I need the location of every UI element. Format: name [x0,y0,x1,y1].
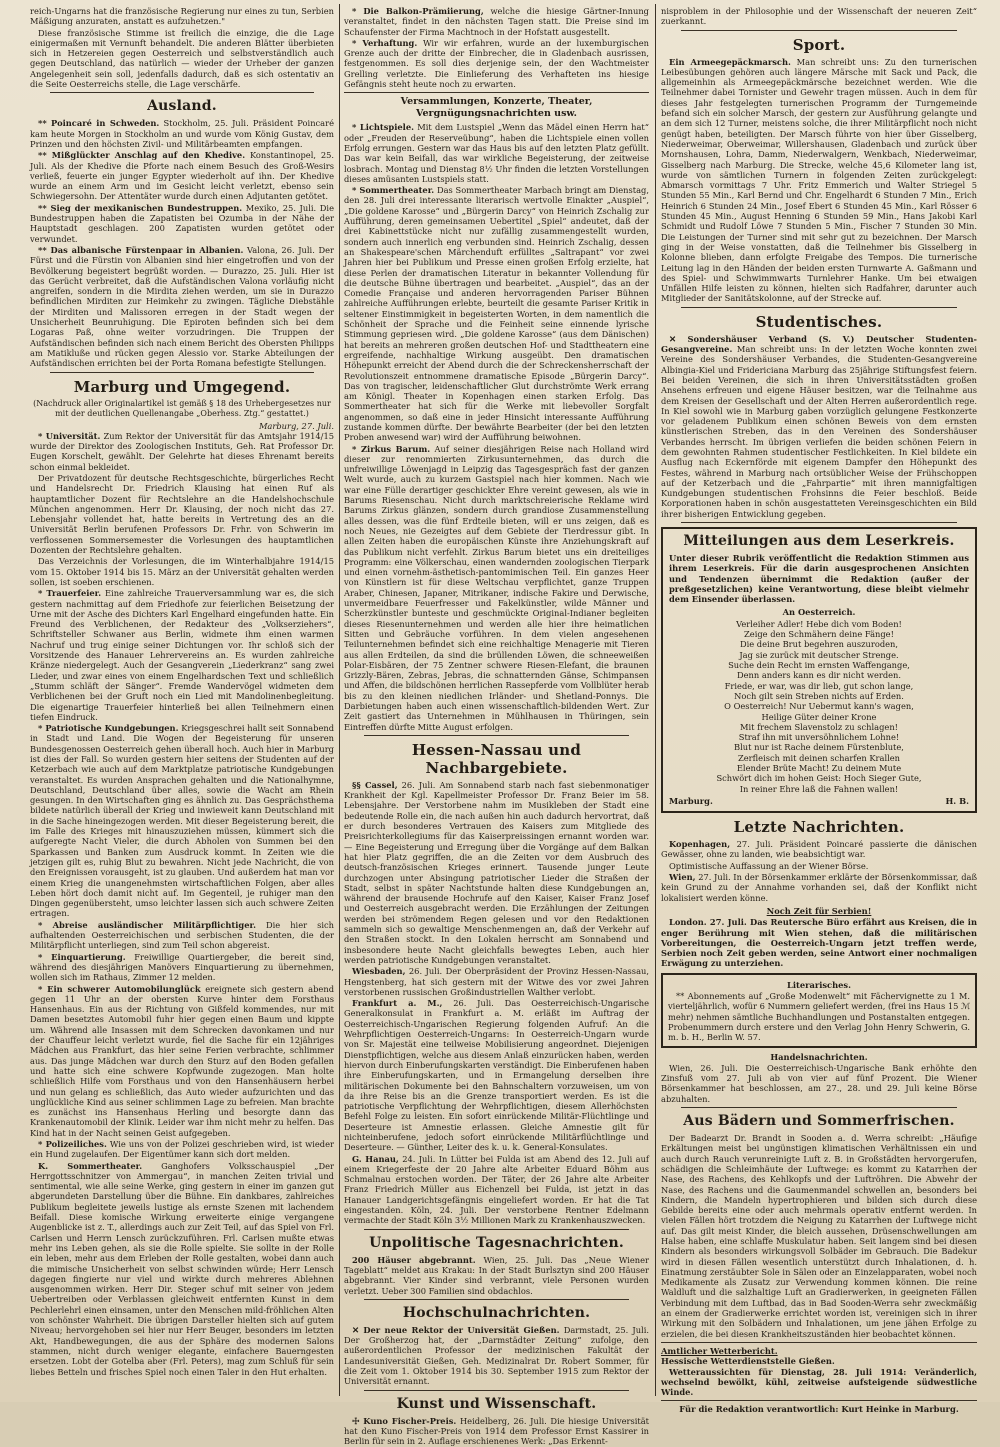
column-rule [655,4,656,1396]
article-paragraph [30,118,334,149]
section-divider [344,92,649,93]
article-text: 27. Juli. In der Börsenkammer erklärte der Börsenkommissar, daß kein Grund zu der Annahme vorhanden sei, daß der Konflikt nicht lokalisiert werden könne. [661,872,977,903]
article-text: ereignete sich gestern abend gegen 11 Uhr an der obersten Kurve hinter dem Forsthaus Hansenhaus. Ein aus der Richtung von Gißfeld kommendes, nur mit Damen besetztes Automobil fuhr hier gegen einen Baum und kippte um. Während alle Insassen mit dem Schrecken davonkamen und nur der Chauffeur leicht verletzt wurde, fiel die Sache für ein 12jähriges Mädchen aus Frankfurt, das hier seine Ferien verbrachte, schlimmer aus. Das junge Mädchen war durch den Sturz auf den Boden gefallen und hatte sich eine schwere Kopfwunde zugezogen. Man holte schließlich Hilfe vom Forsthaus und von den Hansenhäusern herbei und nun gelang es schließlich, das Auto wieder aufzurichten und das unglückliche Kind aus seiner schlimmen Lage zu befreien. Man brachte es zunächst ins Hansenhaus Herling und besorgte dann das Krankenautomobil der Klinik. Leider war ihm nicht mehr zu helfen. Das Kind hat in der Nacht seinen Geist aufgegeben. [30,983,335,1138]
poem-line: Denn anders kann es dir nicht werden. [736,670,902,681]
signature-author: H. B. [945,795,969,806]
article-paragraph [30,245,334,369]
hochschul-articles [344,1325,649,1387]
article-text: Das Verzeichnis der Vorlesungen, die im Winterhalbjahre 1914/15 vom 15. Oktober 1914 bis 15. März an der Universität gehalten werden sollen, ist soeben erschienen. [30,556,334,587]
section-divider [681,307,957,308]
wetter-title: Amtlicher Wetterbericht. [661,1345,778,1356]
article-title: ✕ Sondershäuser Verband (S. V.) Deutscher Studenten-Gesangvereine. [661,333,977,355]
article-title: * Patriotische Kundgebungen. [38,723,179,734]
article-text: Freiwillige Quartiergeber, die bereit sind, während des diesjährigen Manövers Einquartierung zu übernehmen, wollen sich im Rathaus, Zimmer 12 melden. [30,951,334,983]
article-paragraph [344,1325,649,1387]
article-text: Mexiko, 25. Juli. Die Bundestruppen haben die Zapatisten bei Ozumba in der Nähe der Hauptstadt geschlagen. 200 Zapatisten wurden getötet oder verwundet. [30,202,334,244]
article-text: Man schreibt uns: Zu den turnerischen Leibesübungen gehören auch längere Märsche mit Sack und Pack, die allgemeinhin als Armeegepäckmärsche bezeichnet werden. Wie die Teilnehmer dabei Tornister und Gewehr tragen müssen. Auch in dem für dieses Jahr festgelegten turnerischen Programm der Turngemeinde befand sich ein solcher Marsch, der gestern zur Ausführung gelangte und an dem sich 12 Turner, meistens solche, die ihrer Militärpflicht noch nicht genügt haben, beteiligten. Der Marsch führte von hier über Gisselberg, Niederweimar, Oberweimar, Willershausen, Gladenbach und zurück über Mornshausen, Lohra, Damm, Niederwalgern, Wenkbach, Niederweimar, Gisselberg nach Marburg. Die Strecke, welche 45,6 Kilometer lang ist, wurde von sämtlichen Turnern in folgenden Zeiten zurückgelegt: Abmarsch vormittags 7 Uhr. Fritz Emmerich und Walter Striegel 5 Stunden 55 Min., Karl Bernd und Chr. Engelhardt 6 Stunden 7 Min., Erich Heinrich 6 Stunden 24 Min., Josef Ebert 6 Stunden 45 Min., Karl Rösser 6 Stunden 45 Min., August Henning 6 Stunden 59 Min., Hans Jakobi Karl Schmidt und Rudolf Löwe 7 Stunden 5 Min., Fischer 7 Stunden 30 Min. Die Leistungen der Turner sind mit sehr gut zu bezeichnen. Der Marsch ging in der Weise vonstatten, daß die Teilnehmer bis Gisselberg in Kolonne blieben, dann erfolgte Freigabe des Tempos. Die turnerische Leitung lag in den Händen der beiden ersten Turnwarte A. Gaßmann und des Spiel- und Schwimmwarts Turnlehrer Hanke. Um bei etwaigen Unfällen Hilfe leisten zu können, hielten sich Radfahrer, darunter auch Mitglieder der Sanitätskolonne, auf der Strecke auf. [661,56,978,304]
serbien-subheading: Noch Zeit für Serbien! [766,905,872,916]
wetter-subtitle: Hessische Wetterdienststelle Gießen. [661,1356,835,1367]
poem-line: Heilige Güter deiner Krone [761,711,877,722]
article-title: Wiesbaden, [352,966,406,977]
article-title: * Zirkus Barum. [352,443,431,454]
unpolitische-articles [344,1255,649,1296]
section-heading-sport: Sport. [792,35,846,54]
literarisches-text: ** Abonnements auf „Große Modenwelt“ mit Fächervignette zu 1 M. vierteljährlich, wofür 6 Nummern geliefert werden, (frei ins Haus 15 ℳ mehr) nehmen sämtliche Buchhandlungen und Postanstalten entgegen. Probenummern durch erstere und den Verlag John Henry Schwerin, G. m. b. H., Berlin W. 57. [668,991,970,1043]
section-divider [661,1400,977,1401]
article-paragraph [344,122,649,184]
column-rule [339,4,340,1396]
article-text: Mit dem Lustspiel „Wenn das Mädel einen Herrn hat“ oder „Freuden der Reserveübung“, haben die Lichtspiele einen vollen Erfolg errungen. Gestern war das Haus bis auf den letzten Platz gefüllt. Das war kein Beifall, das war wirkliche Begeisterung, der zeitweise losbrach. Montag und Dienstag 8½ Uhr finden die letzten Vorstellungen dieses amüsanten Lustspiels statt. [344,122,650,184]
poem-title: An Oesterreich. [782,606,856,617]
article-paragraph [30,1161,334,1377]
article-title: * Polizeiliches. [38,1138,107,1149]
section-divider [661,1342,977,1343]
poem-line: Noch gilt sein Streben nichts auf Erden. [734,690,904,701]
article-title: ** Poincaré in Schweden. [38,118,160,129]
poem-line: Die deine Brut begehren auszuroden, [739,639,899,650]
article-text: Wir wir erfahren, wurde an der luxemburgischen Grenze auch der dritte der Einbrecher, die in Gladenbach ausrissen, festgenommen. Es soll dies derjenige sein, der den Wachtmeister Grelling verletzte. Die Einlieferung des Verhafteten ins hiesige Gefängnis steht heute noch zu erwarten. [344,37,649,90]
article-title: ** Sieg der mexikanischen Bundestruppen. [38,202,243,213]
section-heading-hessen: Hessen-Nassau und Nachbargebiete. [411,740,582,777]
article-title: ** Mißglückter Anschlag auf den Khedive. [38,150,246,161]
article-text: Optimistische Auffassung an der Wiener Börse. [669,860,869,871]
article-title: Ein Armeegepäckmarsch. [669,56,791,67]
article-paragraph [661,839,977,860]
article-paragraph [30,723,334,919]
article-title: ** Das albanische Fürstenpaar in Albanien. [38,244,244,255]
leserkreis-disclaimer: Unter dieser Rubrik veröffentlicht die Redaktion Stimmen aus ihrem Leserkreis. Für die darin ausgesprochenen Ansichten und Tendenzen übernimmt die Redaktion (außer der preßgesetzlichen) keine Verantwortung, diese bleibt vielmehr dem Einsender überlassen. [669,553,969,605]
article-text: 26. Juli. Der Oberpräsident der Provinz Hessen-Nassau, Hengstenberg, hat sich gestern mit der Witwe des vor zwei Jahren verstorbenen russischen Großindustriellen Walther verlobt. [344,966,649,997]
section-divider [681,1107,957,1108]
poem-line: In reiner Ehre laß die Fahnen wallen! [739,783,899,794]
section-heading-handel: Handelsnachrichten. [770,1051,868,1062]
marburg-articles [30,431,334,1377]
reprint-note: (Nachdruck aller Originalartikel ist gemäß § 18 des Urhebergesetzes nur mit der deutlichen Quellenangabe „Oberhess. Ztg.“ gestattet.) [33,398,331,418]
article-title: * Sommertheater. [352,185,435,196]
article-text: Auf seiner diesjährigen Reise nach Holland wird dieser zur renommierten Zirkusunternehmen, das durch die unfreiwillige Löwenjagd in Leipzig das Tagesgespräch fast der ganzen Welt wurde, auch zu kurzem Gastspiel nach hier kommen. Nach wie war eine Fülle derartiger geschickter Ehre vereint gewesen, als wie in Barums Riesenschau. Nicht durch marktschreierische Reklame wird Barums Zirkus glänzen, sondern durch grandiose Zusammenstellung alles dessen, was die fünf Erdteile bieten, will er uns zeigen, daß es noch Neues, nie Gezeigtes auf dem Gebiete der Tierdressur gibt. In allen Zeiten haben die europäischen Künste ihre Anziehungskraft auf das Publikum nicht verfehlt. Zirkus Barum bietet uns ein dreiteiliges Programm: eine Völkerschau, einen wandernden zoologischen Tierpark und einen vornehm-ästhetisch-pantomimischen Teil. Ein ganzes Heer von Künstlern ist für diese Weltschau verpflichtet, ganze Truppen Araber, Chinesen, Japaner, Mitrikaner, indische Fakire und Derwische, unvermeidbare Feuerfresser und Fakelkünstler, wilde Männer und Scherzkünstler bunteste und geschmückte Original-Indianer begleiten dieses Riesenunternehmen und werden alle hier ihre heimatlichen Sitten und Gebräuche vorführen. In dem vielen angesehenen Teilunternehmen befindet sich eine reichhaltige Menagerie mit Tieren aus allen Erdteilen, da sind die brüllenden Löwen, die schneeweißen Polar-Eisbären, der 75 Zentner schwere Riesen-Elefant, die braunen Grizzly-Bären, Zebras, Jebras, die schnatternden Gänse, Schimpansen und Affen, die bildschönen herrlichen Rassepferde vom Vollblüter herab bis zu den kleinen niedlichen Irländer- und Shetland-Ponnys. Die Darbietungen haben auch einen wissenschaftlich-bildenden Wert. Zur Zeit gastiert das Unternehmen in Mühlhausen in Thüringen, sein Eintreffen dürfte Mitte August erfolgen. [344,443,650,732]
section-heading-versammlungen: Versammlungen, Konzerte, Theater, Vergnügungsnachrichten usw. [400,96,593,120]
column-left [30,6,334,1396]
article-paragraph [30,588,334,722]
section-divider [364,735,629,736]
article-paragraph [344,6,649,37]
section-divider [681,522,957,523]
dateline: Marburg, 27. Juli. [258,420,334,431]
letzte-articles [661,839,977,903]
editor-line: Für die Redaktion verantwortlich: Kurt Heinke in Marburg. [679,1404,959,1415]
article-text: welche die hiesige Gärtner-Innung veranstaltet, findet in den nächsten Tagen statt. Die Preise sind im Schaufenster der Firma Machtnoch in der Hofstatt ausgestellt. [344,6,649,37]
article-text: Kriegsgeschrei hallt seit Sonnabend in Stadt und Land. Die Wogen der Begeisterung für unseren Bundesgenossen Oesterreich gehen überall hoch. Auch hier in Marburg ist dies der Fall. So wurden gestern hier seitens der Studenten auf der Ketzerbach wie auch auf dem Marktplatze patriotische Kundgebungen veranstaltet. Es wurden Ansprachen gehalten und die Nationalhymne, Deutschland, Deutschland über alles, sowie die Wacht am Rhein gesungen. In den Wirtschaften ging es ähnlich zu. Das Gesprächsthema bildete natürlich überall der Krieg und inwieweit kann Deutschland mit in die Sache hineingezogen werden. Mit dieser Begeisterung bereit, die im Falle des Krieges mit hinauszuziehen müssen, kümmert sich die aufgeregte Nacht Vieler, die durch Abholen von Summen bei den Sparkassen und Banken zum Ausdruck kommt. In Zeiten wie die jetzigen gilt es, ruhig Blut zu bewahren. Nicht jede Nachricht, die von den Ereignissen vorausgeht, ist zu glauben. Und außerdem hat man vor einem Krieg die unangenehmsten wirtschaftlichen Folgen, aber alles Leben hört doch damit nicht auf. Im Gegenteil, je ruhiger man den Dingen gegenübersteht, umso leichter lassen sich auch schwere Zeiten ertragen. [30,723,335,919]
intro-paragraph: nisproblem in der Philosophie und der Wissenschaft der neueren Zeit“ zuerkannt. [661,6,977,27]
baeder-text: Der Badearzt Dr. Brandt in Sooden a. d. Werra schreibt: „Häufige Erkältungen meist bei ungünstigen klimatischen Verhältnissen ein und auch durch Rauch verunreinigte Luft z. B. in Großstädten hervorgerufen, schädigen die Schleimhäute der Luftwege: es kommt zu Katarrhen der Nase, des Rachens, des Kehlkopfs und der Luftröhren. Die Abwehr der Nase, des Rachens und die Gaumenmandel schwellen an, besonders bei Kindern, die Mandeln hypertrophieren und bilden sich durch diese Gebilde bereits eine oder auch mehrmals operativ entfernt werden. In vielen Fällen hört trotzdem die Neigung zu Katarrhen der Luftwege nicht auf. Das gilt meist Kinder, die bleich aussehen, Drüsenschwellungen am Halse haben, eine schlaffe Muskulatur haben. Seit langem sind bei diesen Kindern als besonders wirkungsvoll Solbäder im Gebrauch. Die Badekur wird in diesen Fällen wesentlich unterstützt durch Inhalationen, d. h. Einatmung zerstäubter Sole in Sälen oder an Einzelapparaten, wobei noch Medikamente als Zusatz zur Verwendung kommen können. Die reine Waldluft und die salzhaltige Luft an Gradierwerken, in geeigneten Fällen Verbindung mit dem Luftbad, das in Bad Sooden-Werra sehr zweckmäßig an einem der Gradierwerke errichtet worden ist, vereinigen sich in ihrer Wirkung mit den Solbädern und Inhalationen, um jene jähen Erfolge zu erzielen, die bei diesen Krankheitszuständen hier beobachtet können. [661,1133,977,1339]
poem-line: Schwört dich im hohen Geist: Hoch Sieger Gute, [716,773,922,784]
article-title: K. Sommertheater. [38,1160,143,1171]
article-paragraph [30,556,334,587]
hessen-articles [344,780,649,1226]
article-paragraph [30,473,334,555]
sport-articles [661,57,977,304]
article-text: 24. Juli. In Lütter bei Fulda ist am Abend des 12. Juli auf einem Kriegerfeste der 20 Jahre alte Arbeiter Eduard Böhm aus Schmalnau erstochen worden. Der Täter, der 26 Jahre alte Arbeiter Franz Friedrich Müller aus Eichenzell bei Fulda, ist jetzt in das Hanauer Landgerichtsgefängnis eingeliefert worden. Er hat die Tat eingestanden. Köln, 24. Juli. Der verstorbene Rentner Edelmann vermachte der Stadt Köln 3½ Millionen Mark zu Krankenhauszwecken. [344,1153,649,1226]
article-title: ☩ Kuno Fischer-Preis. [352,1415,457,1426]
article-text: Die hier sich aufhaltenden Oesterreichischen und serbischen Studenten, die der Militärpflicht unterliegen, sind zum Teil schon abgereist. [30,919,334,951]
article-title: ✕ Der neue Rektor der Universität Gießen. [352,1324,560,1335]
article-paragraph [344,998,649,1152]
poem-line: O Oesterreich! Nur Uebermut kann's wagen, [724,701,914,712]
article-text: Valona, 26. Juli. Der Fürst und die Fürstin von Albanien sind hier eingetroffen und von der Bevölkerung begeistert begrüßt worden. — Durazzo, 25. Juli. Hier ist das Gerücht verbreitet, daß die Aufständischen Valona vorläufig nicht angreifen, sondern in die Mirdita ziehen werden, um sie in Durazzo befindlichen Mirditen zur Heimkehr zu zwingen. Tägliche Diebstähle der Mirditen und Malissoren erregen in der Stadt wegen der Unsicherheit Beunruhigung. Die Epiroten befinden sich bei dem Logaras Paß, ohne weiter vorzudringen. Die Truppen der Aufständischen befinden sich nach einem Bericht des Obersten Philipps am Matikluße und rücken gegen Alessio vor. Starke Abteilungen der Aufständischen errichten bei der Porta Romana befestigte Stellungen. [30,244,334,369]
article-text: Eine zahlreiche Trauerversammlung war es, die sich gestern nachmittag auf dem Friedhofe zur feierlichen Beisetzung der Urne mit der Asche des Dichters Karl Engelhard eingefunden hatte. Ein Freund des Verblichenen, der Redakteur des „Volkserziehers“, Schriftsteller Schwaner aus Berlin, widmete ihm einen warmen Nachruf und trug einige seiner Dichtungen vor. Ihr schloß sich der Vorsitzende des Hanauer Lehrervereins an. Es wurden zahlreiche Kränze niedergelegt. Auch der Gesangverein „Liederkranz“ sang zwei Lieder, und zwar eines von einem Engelhardschen Text und schließlich „Stumm schläft der Sänger“. Fremde Wandervögel widmeten dem Verblichenen bei der Gruft noch ein Lied mit Mandolinenbegleitung. Die eigenartige Trauerfeier hinterließ bei allen Teilnehmern einen tiefen Eindruck. [30,588,334,722]
article-text: Heidelberg, 26. Juli. Die hiesige Universität hat den Kuno Fischer-Preis von 1914 dem Professor Ernst Kassirer in Berlin für sein in 2. Auflage erschienenes Werk: „Das Erkennt- [344,1415,649,1447]
section-heading-baeder: Aus Bädern und Sommerfrischen. [683,1113,955,1130]
poem-line: Elender Brüte Macht! Zu deinem Mute [736,763,902,773]
article-text: Man schreibt uns: In der letzten Woche konnten zwei Vereine des Sondershäuser Verbandes, die Studenten-Gesangvereine Albingia-Kiel und Fridericiana Marburg das 25jährige Stiftungsfest feiern. Bei beiden Vereinen, die sich in ihren Universitätsstädten großen Ansehens erfreuen und eigene Häuser besitzen, war die Teilnahme aus dem Kreisen der Gesellschaft und der Alten Herren außerordentlich rege. In Kiel sowohl wie in Marburg gaben vorzüglich gelungene Festkonzerte vor geladenem Publikum einen schönen Beweis von dem ernsten künstlerischen Streben, das in den Vereinen des Sondershäuser Verbandes herrscht. Im übrigen verliefen die beiden schönen Feiern in dem gewohnten Rahmen studentischer Festlichkeiten. In Kiel bildete ein Ausflug nach Eckernförde mit eigenem Dampfer den Höhepunkt des Festes, während in Marburg nach ortsüblicher Weise der Frühschoppen auf der Ketzerbach und die „Fahrpartie“ mit ihren mannigfaltigen Kundgebungen studentischen Frohsinns die Feier beschloß. Beide Korporationen haben in schön ausgestatteten Vereinsgeschichten ein Bild ihrer bisherigen Entwicklung gegeben. [661,344,977,519]
poem-line: Zerfleisch mit deinen scharfen Krallen [737,752,901,763]
article-paragraph [661,861,977,871]
kunst-articles [344,1416,649,1447]
article-paragraph [661,334,977,519]
section-divider [364,1299,629,1300]
leserkreis-box [661,527,977,813]
article-text: 27. Juli. Präsident Poincaré passierte die dänischen Gewässer, ohne zu landen, wie beabsichtigt war. [661,839,977,860]
article-title: * Einquartierung. [38,951,126,962]
article-text: Ganghofers Volksschauspiel „Der Herrgottsschnitzer von Ammergau“, in manchen Zeiten trivial und sentimental, wie alle seine Werke, ging gestern in einer im ganzen gut abgerundeten Darstellung über die Bühne. Ein dankbares, zahlreiches Publikum begleitete jeweils lustige als ernste Szenen mit lachendem Beifall. Diese komische Wirkung erweiterte einige vergangene Augenblicke ist z. T., allerdings auch zur Zeit Teil, auf das Spiel von Frl. Carlsen und Herrn Lensch zurückzuführen. Frl. Carlsen mußte etwas mehr ins Leben gehen, als sie die Rolle spielte. Sie sollte in der Rolle ein leben, mehr aus dem Erleben der Rolle gestalten, wobei dann auch die mimische Unsicherheit von selbst schwinden würde; Herr Lensch dagegen fingierte nur viel und wirkte durch mehreres Ablehnen ausgenommen wirken. Herr Dir. Steger schuf mit seiner von jedem Uebertreiben oder Verblassen gleichweit entfernten Kunst in dem Pechlerlehrl einen einsamen, unter den Menschen mild-fröhlichen Alten von schönster Wahrheit. Die übrigen Darsteller hielten sich auf gutem Niveau; hervorgehoben sei hier nur Herr Beuger, besonders im letzten Akt, Handbewegungen, die aus der Sphäre des modernen Salons stammen, nicht durch weniger elegante, einfachere Bauerngesten ersetzen. Lobt der Gotelba aber (Frl. Peters), mag zum Schluß für sein liebes Betteln und frisches Spiel noch einen Taler in den Hut erhalten. [30,1160,334,1377]
article-paragraph [30,431,334,472]
section-divider [681,30,957,31]
article-title: * Abreise ausländischer Militärpflichtiger. [38,919,256,930]
intro-paragraph: reich-Ungarns hat die französische Regierung nur eines zu tun, Serbien Mäßigung anzuraten, anstatt es aufzuhetzen." [30,6,334,27]
article-paragraph [661,872,977,903]
article-title: * Lichtspiele. [352,122,414,133]
article-text: 26. Juli. Das Oesterreichisch-Ungarische Generalkonsulat in Frankfurt a. M. erläßt im Auftrag der Oesterreichisch-Ungarischen Regierung folgenden Aufruf: An die Wehrpflichtigen Oesterreich-Ungarns: In Oesterreich-Ungarn wurde von Sr. Majestät eine teilweise Mobilisierung angeordnet. Diejenigen Dienstpflichtigen, welche aus diesem Anlaß einzurücken haben, werden hiervon durch Einberufungskarten verständigt. Die Einberufenen haben ihre Einberufungskarten, und in Ermangelung derselben ihre militärischen Dokumente bei den Bahnschaltern vorzuweisen, um von da ihre Reise bis an die Grenze transportiert werden. Es ist die patriotische Verpflichtung der Wehrpflichtigen, diesem Allerhöchsten Befehl Folge zu leisten. Ein sofort einrückende Militär-Flüchtlinge und Deserteure ist Amnestie erlassen. Gleiche Amnestie gilt für nichteinberufene, jedoch sofort einrückende Militärflüchtlinge und Deserteure. — Günther, Leiter des k. u. k. General-Konsulates. [344,998,649,1153]
article-paragraph [30,984,334,1138]
article-title: Kopenhagen, [669,839,731,850]
studentisches-articles [661,334,977,519]
section-heading-letzte: Letzte Nachrichten. [733,818,905,837]
section-heading-unpolitische: Unpolitische Tagesnachrichten. [369,1234,624,1251]
article-paragraph [344,38,649,89]
local-news-continued [344,6,649,89]
article-text: Darmstadt, 25. Juli. Der Großherzog hat, der „Darmstädter Zeitung“ zufolge, den außerordentlichen Professor der medizinischen Fakultät der Landesuniversität Gießen, Geh. Medizinalrat Dr. Robert Sommer, für die Zeit vom 1. Oktober 1914 bis 30. September 1915 zum Rektor der Universität ernannt. [344,1324,649,1387]
poem-line: Jag sie zurück mit deutscher Strenge. [739,649,899,660]
article-paragraph [30,203,334,244]
section-divider [364,1390,629,1391]
section-heading-marburg: Marburg und Umgegend. [73,377,291,396]
article-paragraph [344,1154,649,1226]
wetter-text: Wetteraussichten für Dienstag, 28. Juli 1914: Veränderlich, wechselnd bewölkt, kühl, zeitweise aufsteigende südwestliche Winde. [661,1366,977,1398]
article-text: Wien, 25. Juli. Das „Neue Wiener Tageblatt“ meldet aus Krakau: In der Stadt Burlsztyn sind 200 Häuser abgebrannt. Vier Kinder sind verbrannt, viele Personen wurden verletzt. Ueber 300 Familien sind obdachlos. [344,1254,650,1296]
article-title: G. Hanau, [352,1153,399,1164]
poem-line: Mit frechem Slavenstolz zu schlagen! [739,721,899,732]
article-title: 200 Häuser abgebrannt. [352,1254,476,1265]
article-title: * Die Balkon-Prämiierung, [352,6,484,16]
poem-signature [669,796,969,806]
article-title: §§ Cassel, [352,779,398,790]
article-text: Zum Rektor der Universität für das Amtsjahr 1914/15 wurde der Direktor des Zoologischen Instituts, Geh. Rat Professor Dr. Eugen Korschelt, gewählt. Der Gelehrte hat dieses Ehrenamt bereits schon einmal bekleidet. [30,430,334,472]
section-heading-ausland: Ausland. [147,98,217,115]
poem-line: Verleiher Adler! Hebe dich vom Boden! [736,618,902,629]
article-title: Wien, [669,872,696,883]
article-paragraph [344,444,649,732]
article-title: * Trauerfeier. [38,588,102,599]
article-paragraph [344,185,649,442]
article-text: Der Privatdozent für deutsche Rechtsgeschichte, bürgerliches Recht und Handelsrecht Dr. Friedrich Klausing hat einen Ruf als hauptamtlicher Dozent für Rechtslehre an die Handelshochschule München angenommen. Herr Dr. Klausing, der noch nicht das 27. Lebensjahr vollendet hat, hatte bereits in Vertretung des an die Universität Berlin berufenen Professors Dr. Frhr. von Schwerin im verflossenen Sommersemester die Vorlesungen des hauptamtlichen Dozenten der Rechtslehre gehalten. [30,472,334,556]
poem-line: Suche dein Recht im ernsten Waffengange, [728,660,910,671]
section-heading-hochschul: Hochschulnachrichten. [402,1304,591,1321]
poem-lines [669,619,969,794]
article-title: * Universität. [38,430,101,441]
literarisches-box [661,973,977,1048]
article-paragraph [344,966,649,997]
london-report: London. 27. Juli. Das Reutersche Büro erfährt aus Kreisen, die in enger Berührung mit Wien stehen, daß die militärischen Vorbereitungen, die Oesterreich-Ungarn jetzt treffen werde, Serbien noch Zeit geben werden, seine Antwort einer nochmaligen Erwägung zu unterziehen. [661,917,977,969]
article-paragraph [344,1255,649,1296]
article-paragraph [661,57,977,304]
article-text: Wie uns von der Polizei geschrieben wird, ist wieder ein Hund zugelaufen. Der Eigentümer kann sich dort melden. [30,1138,334,1160]
article-text: Konstantinopel, 25. Juli. Als der Khedive die Pforte nach einem Besuch des Groß-Wesirs verließ, feuerte ein junger Egypter wiederholt auf ihn. Der Khedive wurde an einem Arm und im Gesicht leicht verletzt, ebenso sein Schwiegersohn. Der Attentäter wurde durch einen Adjutanten getötet. [30,150,335,202]
versammlungen-articles [344,122,649,732]
section-heading-leserkreis: Mitteilungen aus dem Leserkreis. [683,533,955,550]
poem-line: Blut nur ist Rache deinem Fürstenblute, [734,742,904,753]
article-title: * Ein schwerer Automobilunglück [38,983,201,994]
article-paragraph [30,920,334,951]
section-divider [50,92,314,93]
section-divider [364,1229,629,1230]
article-text: Stockholm, 25. Juli. Präsident Poincaré kam heute Morgen in Stockholm an und wurde vom König Gustav, dem Prinzen und den höchsten Zivil- und Militärbeamten empfangen. [30,118,335,149]
article-title: Frankfurt a. M., [352,998,443,1009]
intro-paragraph: Diese französische Stimme ist freilich die einzige, die die Lage einigermaßen mit Vernunft behandelt. Die anderen Blätter überbieten sich in Hetzereien gegen Oesterreich und selbstverständlich auch gegen Deutschland, das natürlich — wieder der Urheber der ganzen Angelegenheit sein soll, jedenfalls dadurch, daß es sich ostentativ an die Seite Oesterreichs stelle, die Lage verschärfe. [30,27,334,90]
section-divider [50,372,314,373]
article-text: Das Sommertheater Marbach bringt am Dienstag, den 28. Juli drei interessante literarisch wertvolle Einakter „Auspiel“, „Die goldene Karosse“ und „Bürgerin Darcy“ von Heinrich Zschalig zur Aufführung, deren gemeinsamen Uebertitel „Spiel“ andeutet, daß der drei Kabinettstücke nicht nur zufällig zusammengestellt wurden, sondern auch innerlich eng verbunden sind. Heinrich Zschalig, dessen an Shakespeare'schen Märchenduft erfülltes „Saltrapant“ vor zwei Jahren hier bei Publikum und Presse einen großen Erfolg erzielte, hat diese Perlen der dramatischen Literatur in bekannter Vollendung für die deutsche Bühne übertragen und bearbeitet. „Auspiel“, das an der Comedie Française und anderen hervorragenden Pariser Bühnen zahlreiche Aufführungen erlebte, beurteilt die gesamte Pariser Kritik in seltener Einstimmigkeit in begeisterten Worten, in dem namentlich die Schönheit der Sprache und die Feinheit seine einnende lyrische Stimmung gepriesen wird. „Die goldene Karosse“ (aus dem Dänischen) hat bereits an mehreren großen deutschen Hof- und Stadttheatern eine ergreifende, nachhaltige Wirkung ausgeübt. Den dramatischen Höhepunkt erreicht der Abend durch die der Schreckensherrschaft der Revolutionszeit entnommene dramatische Episode „Bürgerin Darcy“. Das von tragischer, leidenschaftlicher Glut durchströmte Werk errang am Königl. Theater in Kopenhagen einen starken Erfolg. Das Sommertheater hat sich für die Werke mit liebevoller Sorgfalt angenommen, so daß eine in jeder Hinsicht interessante Aufführung zustande kommen dürfte. Der bewährte Bearbeiter (der bei den letzten Proben anwesend war) wird der Aufführung beiwohnen. [344,185,650,443]
article-paragraph [30,150,334,201]
ausland-articles [30,118,334,368]
poem-line: Straf ihn mit unversöhnlichem Lohne! [738,732,900,743]
article-paragraph [344,1416,649,1447]
poem-line: Friede, er war, was dir lieb, gut schon lange, [724,680,914,691]
section-heading-literarisches: Literarisches. [787,979,851,990]
column-right [661,6,978,1415]
article-title: * Verhaftung. [352,37,418,48]
column-middle [344,6,650,1447]
article-paragraph [30,1139,334,1160]
section-heading-studentisches: Studentisches. [755,312,883,331]
signature-place: Marburg. [669,795,713,806]
article-text: 26. Juli. Am Sonnabend starb nach fast siebenmonatiger Krankheit der Kgl. Kapellmeister Professor Dr. Franz Beier im 58. Lebensjahre. Der Verstorbene nahm im Musikleben der Stadt eine bedeutende Rolle ein, die nach außen hin auch dadurch hervortrat, daß er durch besonderes Vertrauen des Kaisers zum Mitgliede des Preisrichterkollegiums für das Kaiserpreissingen ernannt worden war. — Eine Begeisterung und Erregung über die Vorgänge auf dem Balkan hat hier Platz gegriffen, die an die Zeiten vor dem Ausbruch des deutsch-französischen Krieges erinnert. Tausende junger Leute durchzogen unter Absingung patriotischer Lieder die Straßen der Stadt, selbst in später Nachtstunde halten diese Kundgebungen an, während der brausende Hochrufe auf den Kaiser, Kaiser Franz Josef und Oesterreich ausgebracht werden. Die Erzählungen der Zeitungen werden bei strömendem Regen gelesen und vor den Redaktionen sammeln sich so gewaltige Menschenmengen an, daß der Verkehr auf den Straßen stockt. In den Lokalen herrscht am Sonnabend und insbesondere heute Nacht gleichfalls bewegtes Leben, auch hier werden patriotische Kundgebungen veranstaltet. [344,779,649,965]
article-paragraph [344,780,649,965]
handel-text: Wien, 26. Juli. Die Oesterreichisch-Ungarische Bank erhöhte den Zinsfuß vom 27. Juli ab von vier auf fünf Prozent. Die Wiener Börsenkammer hat beschlossen, am 27., 28. und 29. Juli keine Börse abzuhalten. [661,1062,977,1104]
poem-line: Zeige den Schmähern deine Fänge! [744,629,894,640]
section-heading-kunst: Kunst und Wissenschaft. [396,1395,597,1412]
article-paragraph [30,952,334,983]
poem [669,607,969,794]
